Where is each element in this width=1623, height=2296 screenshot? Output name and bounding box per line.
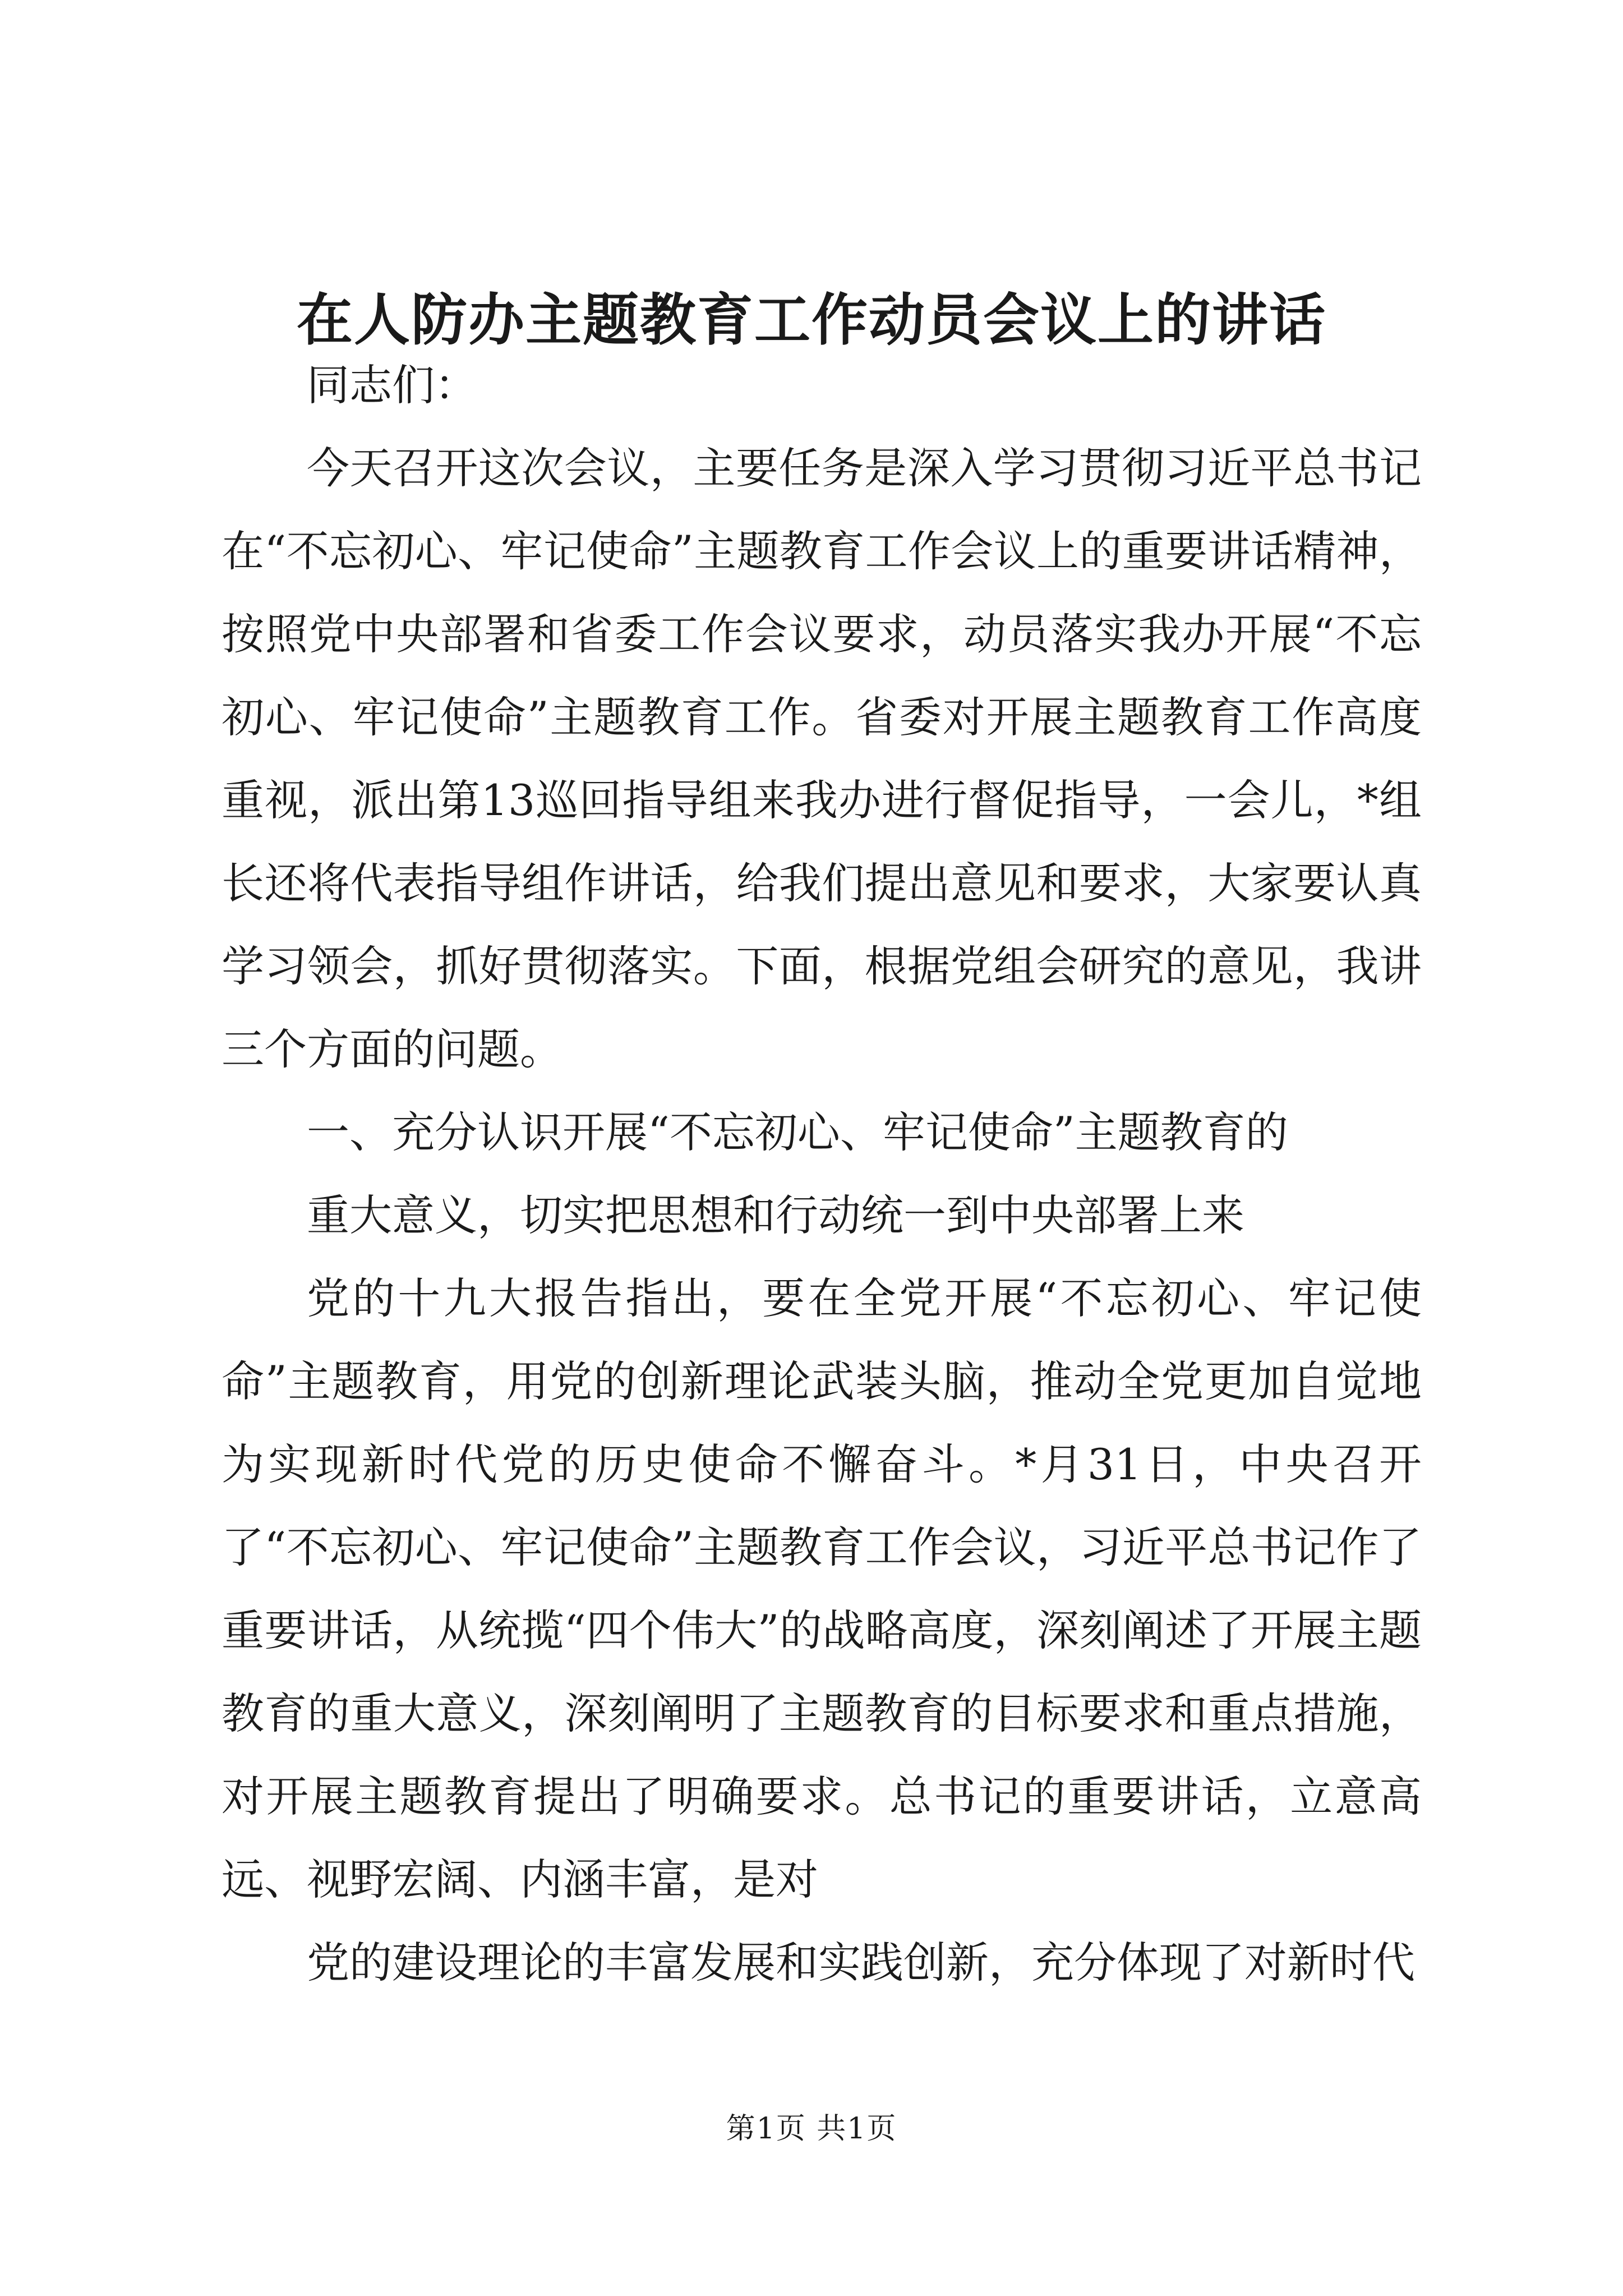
paragraph-section-1: 党的十九大报告指出，要在全党开展“不忘初心、牢记使命”主题教育，用党的创新理论武装头脑，推动全党更加自觉地为实现新时代党的历史使命不懈奋斗。*月31日，中央召开了“不忘初心、牢记使命”主题教育工作会议，习近平总书记作了重要讲话，从统揽“四个伟大”的战略高度，深刻阐述了开展主题教育的重大意义，深刻阐明了主题教育的目标要求和重点措施，对开展主题教育提出了明确要求。总书记的重要讲话，立意高远、视野宏阔、内涵丰富，是对 xyxy=(222,1273,1422,1904)
page-number-footer: 第1页 共1页 xyxy=(726,2112,897,2146)
paragraph-continuation: 党的建设理论的丰富发展和实践创新，充分体现了对新时代 xyxy=(307,1938,1415,1987)
section-heading-line-1: 一、充分认识开展“不忘初心、牢记使命”主题教育的 xyxy=(307,1107,1288,1157)
paragraph-intro: 今天召开这次会议，主要任务是深入学习贯彻习近平总书记在“不忘初心、牢记使命”主题教育工作会议上的重要讲话精神，按照党中央部署和省委工作会议要求，动员落实我办开展“不忘初心、牢记使命”主题教育工作。省委对开展主题教育工作高度重视，派出第13巡回指导组来我办进行督促指导，一会儿，*组长还将代表指导组作讲话，给我们提出意见和要求，大家要认真学习领会，抓好贯彻落实。下面，根据党组会研究的意见，我讲三个方面的问题。 xyxy=(222,443,1422,1074)
salutation: 同志们： xyxy=(307,360,477,410)
document-title: 在人防办主题教育工作动员会议上的讲话 xyxy=(297,287,1326,353)
document-body xyxy=(222,344,1422,2004)
section-heading-line-2: 重大意义，切实把思想和行动统一到中央部署上来 xyxy=(307,1190,1244,1240)
